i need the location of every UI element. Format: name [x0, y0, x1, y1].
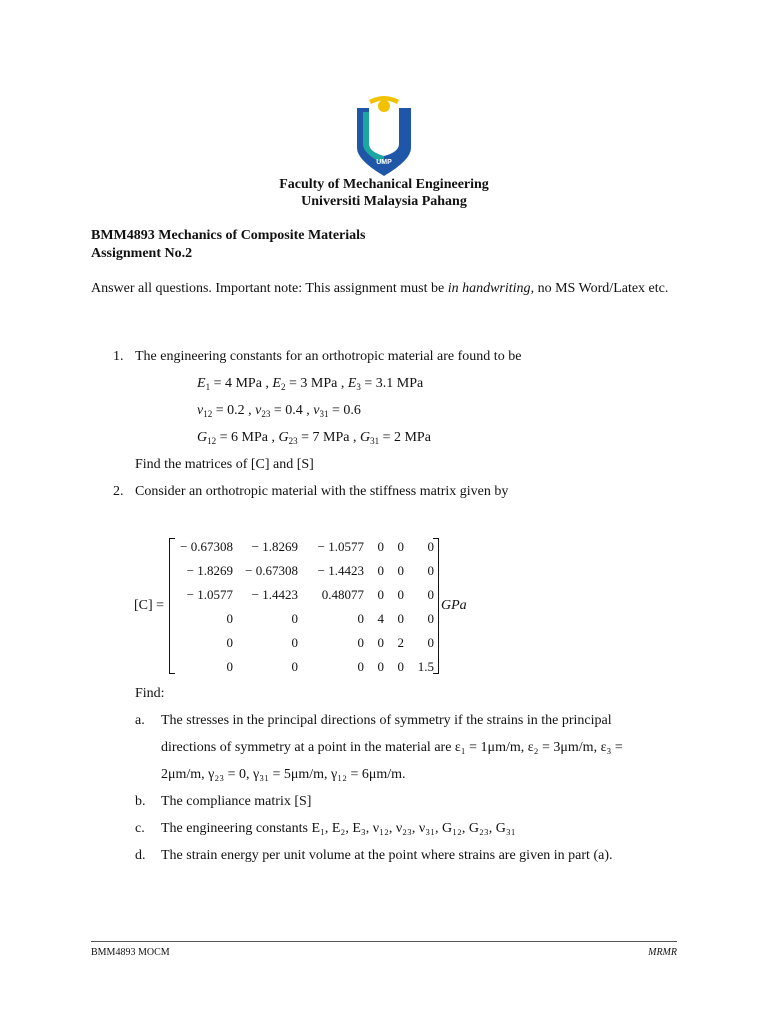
- matrix-cell: − 0.67308: [245, 563, 298, 578]
- faculty-name: Faculty of Mechanical Engineering: [279, 177, 489, 192]
- course-title: BMM4893 Mechanics of Composite Materials: [91, 228, 366, 243]
- matrix-cell: 0: [357, 635, 364, 650]
- matrix-cell: 0: [291, 611, 298, 626]
- matrix-cell: 0: [226, 635, 233, 650]
- matrix-cell: 0: [377, 563, 384, 578]
- matrix-cell: 4: [377, 611, 384, 626]
- matrix-cell: 0: [377, 539, 384, 554]
- part-d-label: d.: [135, 848, 146, 863]
- matrix-cell: 0: [397, 539, 404, 554]
- question-2-text: Consider an orthotropic material with the stiffness matrix given by: [135, 484, 509, 499]
- instructions-emphasis: in handwriting: [447, 281, 531, 296]
- matrix-cell: − 1.4423: [251, 587, 298, 602]
- question-1-find: Find the matrices of [C] and [S]: [135, 457, 314, 472]
- instructions-text-end: , no MS Word/Latex etc.: [530, 281, 669, 296]
- matrix-unit: GPa: [441, 598, 467, 613]
- matrix-cell: − 1.0577: [186, 587, 233, 602]
- footer-left: BMM4893 MOCM: [91, 947, 170, 958]
- matrix-cell: 0: [226, 611, 233, 626]
- matrix-cell: 0: [357, 611, 364, 626]
- footer-right: MRMR: [648, 947, 677, 958]
- matrix-left-bracket: [169, 538, 175, 674]
- part-b-text: The compliance matrix [S]: [161, 794, 312, 809]
- question-1-number: 1.: [113, 349, 124, 364]
- q1-poisson-ratios: $\nu_{12} = 0.2$ , $\nu_{23} = 0.4$ , $\nu_{31} = 0.6$: [197, 403, 361, 419]
- part-a-label: a.: [135, 713, 145, 728]
- part-a-line-3: 2μm/m, γ₂₃ = 0, γ₃₁ = 5μm/m, γ₁₂ = 6μm/m.: [161, 767, 406, 782]
- find-label: Find:: [135, 686, 165, 701]
- question-2-number: 2.: [113, 484, 124, 499]
- assignment-title: Assignment No.2: [91, 246, 193, 261]
- matrix-label: [C] =: [134, 598, 165, 613]
- part-a-line-1: The stresses in the principal directions of symmetry if the strains in the principal: [161, 713, 612, 728]
- matrix-cell: 0: [427, 611, 434, 626]
- matrix-cell: 0: [291, 635, 298, 650]
- matrix-cell: 0: [397, 563, 404, 578]
- matrix-cell: 0: [397, 611, 404, 626]
- part-d-text: The strain energy per unit volume at the point where strains are given in part (a).: [161, 848, 613, 863]
- matrix-cell: 2: [397, 635, 404, 650]
- svg-text:UMP: UMP: [376, 159, 392, 166]
- instructions-text: Answer all questions. Important note: This assignment must be: [91, 281, 448, 296]
- matrix-cell: 0: [427, 539, 434, 554]
- matrix-cell: 0: [427, 587, 434, 602]
- matrix-cell: − 1.0577: [317, 539, 364, 554]
- matrix-cell: 1.5: [417, 659, 434, 674]
- part-a-line-2: directions of symmetry at a point in the material are ε₁ = 1μm/m, ε₂ = 3μm/m, ε₃ =: [161, 740, 623, 755]
- matrix-cell: 0: [357, 659, 364, 674]
- instructions-paragraph: [91, 279, 677, 299]
- question-1-text: The engineering constants for an orthotropic material are found to be: [135, 349, 522, 364]
- q1-elastic-moduli: $E_1 = 4$ MPa , $E_2 = 3$ MPa , $E_3 = 3.1$ MPa: [197, 376, 424, 392]
- matrix-cell: − 1.4423: [317, 563, 364, 578]
- matrix-cell: 0: [377, 659, 384, 674]
- matrix-cell: 0: [397, 587, 404, 602]
- matrix-cell: 0: [397, 659, 404, 674]
- matrix-cell: 0: [226, 659, 233, 674]
- part-c-text: The engineering constants E₁, E₂, E₃, ν₁₂, ν₂₃, ν₃₁, G₁₂, G₂₃, G₃₁: [161, 821, 516, 836]
- matrix-cell: 0: [427, 563, 434, 578]
- matrix-cell: 0: [427, 635, 434, 650]
- matrix-cell: 0: [377, 635, 384, 650]
- matrix-cell: 0: [377, 587, 384, 602]
- part-b-label: b.: [135, 794, 146, 809]
- matrix-cell: 0: [291, 659, 298, 674]
- footer-divider: [91, 941, 677, 942]
- q1-shear-moduli: $G_{12} = 6$ MPa , $G_{23} = 7$ MPa , $G_{31} = 2$ MPa: [197, 430, 431, 446]
- ump-logo: [355, 94, 413, 183]
- matrix-cell: − 1.8269: [186, 563, 233, 578]
- matrix-right-bracket: [433, 538, 439, 674]
- matrix-cell: − 1.8269: [251, 539, 298, 554]
- part-c-label: c.: [135, 821, 145, 836]
- matrix-cell: − 0.67308: [180, 539, 233, 554]
- matrix-cell: 0.48077: [321, 587, 364, 602]
- university-name: Universiti Malaysia Pahang: [301, 194, 467, 209]
